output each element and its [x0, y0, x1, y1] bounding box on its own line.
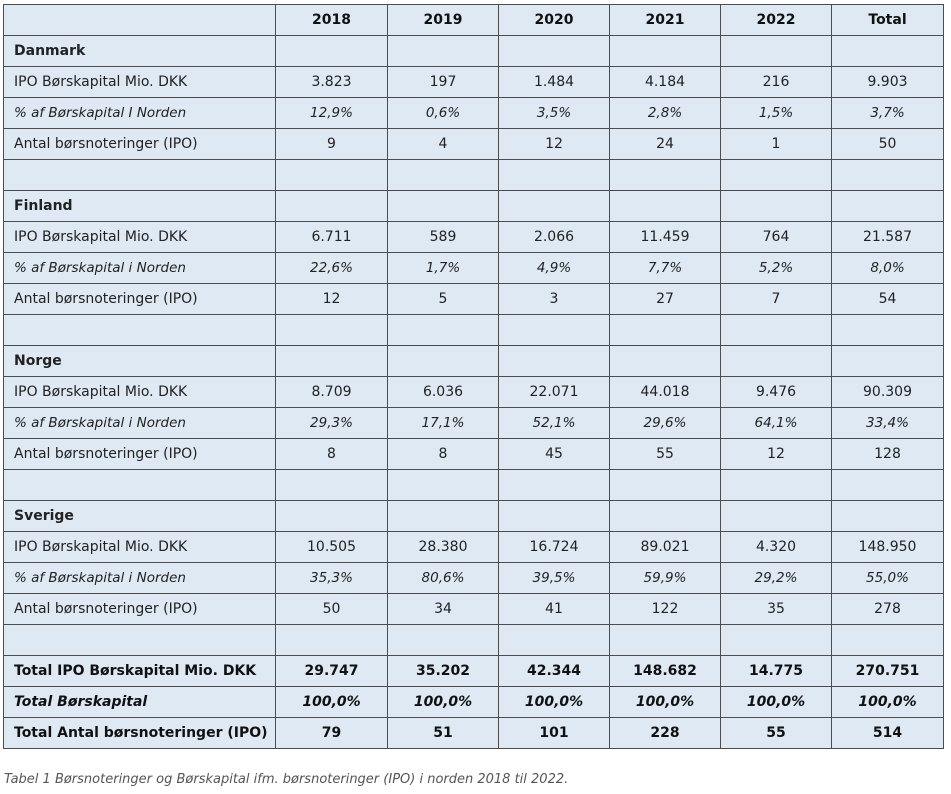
- table-cell: 55,0%: [832, 563, 944, 594]
- table-cell: [610, 470, 721, 501]
- row-label-cell: Finland: [4, 191, 276, 222]
- table-cell: [276, 36, 388, 67]
- table-cell: [721, 160, 832, 191]
- table-cell: 4: [388, 129, 499, 160]
- country-row: [4, 501, 944, 532]
- table-cell: 33,4%: [832, 408, 944, 439]
- table-cell: 8: [388, 439, 499, 470]
- table-cell: [610, 191, 721, 222]
- spacer-row: [4, 470, 944, 501]
- table-cell: 514: [832, 718, 944, 749]
- table-cell: [721, 315, 832, 346]
- table-cell: 216: [721, 67, 832, 98]
- table-row: [4, 284, 944, 315]
- table-cell: 5,2%: [721, 253, 832, 284]
- column-header: 2022: [721, 5, 832, 36]
- table-cell: 589: [388, 222, 499, 253]
- table-cell: 2,8%: [610, 98, 721, 129]
- row-label-cell: Total Antal børsnoteringer (IPO): [4, 718, 276, 749]
- table-cell: 2.066: [499, 222, 610, 253]
- table-cell: 50: [832, 129, 944, 160]
- table-cell: [388, 470, 499, 501]
- table-row: [4, 377, 944, 408]
- table-cell: 3.823: [276, 67, 388, 98]
- table-cell: [276, 315, 388, 346]
- table-cell: [832, 625, 944, 656]
- table-cell: [610, 501, 721, 532]
- table-cell: [499, 470, 610, 501]
- table-cell: [832, 36, 944, 67]
- table-cell: 128: [832, 439, 944, 470]
- table-cell: 1.484: [499, 67, 610, 98]
- table-cell: [276, 470, 388, 501]
- table-cell: 0,6%: [388, 98, 499, 129]
- country-row: [4, 346, 944, 377]
- table-cell: [388, 315, 499, 346]
- table-cell: 11.459: [610, 222, 721, 253]
- table-cell: 12: [721, 439, 832, 470]
- table-cell: 148.950: [832, 532, 944, 563]
- table-cell: 35.202: [388, 656, 499, 687]
- table-cell: 17,1%: [388, 408, 499, 439]
- table-cell: 100,0%: [721, 687, 832, 718]
- table-cell: 197: [388, 67, 499, 98]
- table-cell: 9.903: [832, 67, 944, 98]
- table-cell: 29,3%: [276, 408, 388, 439]
- row-label-cell: IPO Børskapital Mio. DKK: [4, 532, 276, 563]
- table-cell: 7,7%: [610, 253, 721, 284]
- row-label-cell: Norge: [4, 346, 276, 377]
- spacer-row: [4, 315, 944, 346]
- table-cell: 8: [276, 439, 388, 470]
- row-label-cell: % af Børskapital I Norden: [4, 98, 276, 129]
- table-cell: [276, 160, 388, 191]
- row-label-cell: Total Børskapital: [4, 687, 276, 718]
- table-header-row: [4, 5, 944, 36]
- table-cell: [276, 191, 388, 222]
- table-cell: 100,0%: [499, 687, 610, 718]
- table-row: [4, 439, 944, 470]
- table-cell: 9: [276, 129, 388, 160]
- table-body: [4, 36, 944, 749]
- table-cell: 51: [388, 718, 499, 749]
- table-cell: 100,0%: [276, 687, 388, 718]
- table-cell: 101: [499, 718, 610, 749]
- table-cell: 4.184: [610, 67, 721, 98]
- table-cell: 6.711: [276, 222, 388, 253]
- table-cell: 100,0%: [610, 687, 721, 718]
- table-row: [4, 253, 944, 284]
- table-cell: [610, 346, 721, 377]
- country-row: [4, 36, 944, 67]
- table-cell: 16.724: [499, 532, 610, 563]
- table-cell: 14.775: [721, 656, 832, 687]
- row-label-cell: IPO Børskapital Mio. DKK: [4, 377, 276, 408]
- table-cell: [610, 315, 721, 346]
- table-cell: 764: [721, 222, 832, 253]
- table-cell: [388, 501, 499, 532]
- column-header: Total: [832, 5, 944, 36]
- row-label-cell: Antal børsnoteringer (IPO): [4, 129, 276, 160]
- table-cell: 27: [610, 284, 721, 315]
- table-cell: 45: [499, 439, 610, 470]
- table-cell: [832, 315, 944, 346]
- table-cell: [721, 625, 832, 656]
- table-cell: 278: [832, 594, 944, 625]
- table-cell: [721, 501, 832, 532]
- table-cell: [276, 501, 388, 532]
- table-cell: [276, 625, 388, 656]
- table-cell: [388, 160, 499, 191]
- row-label-cell: % af Børskapital i Norden: [4, 408, 276, 439]
- table-cell: 8,0%: [832, 253, 944, 284]
- row-label-cell: [4, 315, 276, 346]
- table-cell: 29,2%: [721, 563, 832, 594]
- row-label-cell: [4, 160, 276, 191]
- table-cell: 35,3%: [276, 563, 388, 594]
- table-cell: [832, 501, 944, 532]
- row-label-cell: % af Børskapital i Norden: [4, 253, 276, 284]
- table-cell: 42.344: [499, 656, 610, 687]
- table-cell: 21.587: [832, 222, 944, 253]
- table-cell: 7: [721, 284, 832, 315]
- row-label-cell: % af Børskapital i Norden: [4, 563, 276, 594]
- table-cell: 5: [388, 284, 499, 315]
- table-cell: 79: [276, 718, 388, 749]
- table-cell: [388, 191, 499, 222]
- table-cell: 24: [610, 129, 721, 160]
- table-cell: 9.476: [721, 377, 832, 408]
- column-header: 2018: [276, 5, 388, 36]
- country-row: [4, 191, 944, 222]
- table-cell: 89.021: [610, 532, 721, 563]
- row-label-cell: [4, 625, 276, 656]
- table-cell: 10.505: [276, 532, 388, 563]
- table-cell: [610, 625, 721, 656]
- table-cell: [721, 191, 832, 222]
- table-cell: 3: [499, 284, 610, 315]
- table-cell: 12: [276, 284, 388, 315]
- table-cell: [499, 501, 610, 532]
- table-cell: 55: [610, 439, 721, 470]
- table-cell: 29,6%: [610, 408, 721, 439]
- table-row: [4, 67, 944, 98]
- column-header: 2019: [388, 5, 499, 36]
- table-cell: [499, 160, 610, 191]
- table-cell: 3,5%: [499, 98, 610, 129]
- table-cell: 39,5%: [499, 563, 610, 594]
- row-label-cell: IPO Børskapital Mio. DKK: [4, 67, 276, 98]
- table-row: [4, 222, 944, 253]
- table-row: [4, 532, 944, 563]
- row-label-cell: [4, 470, 276, 501]
- table-caption: Tabel 1 Børsnoteringer og Børskapital ifm. børsnoteringer (IPO) i norden 2018 til 2022.: [4, 772, 569, 787]
- table-cell: [499, 315, 610, 346]
- table-cell: 3,7%: [832, 98, 944, 129]
- table-cell: [832, 191, 944, 222]
- table-cell: 29.747: [276, 656, 388, 687]
- table-cell: 1,7%: [388, 253, 499, 284]
- table-cell: [499, 346, 610, 377]
- column-header: 2020: [499, 5, 610, 36]
- table-row: [4, 594, 944, 625]
- table-row: [4, 408, 944, 439]
- table-cell: [832, 470, 944, 501]
- table-cell: [499, 625, 610, 656]
- row-label-cell: IPO Børskapital Mio. DKK: [4, 222, 276, 253]
- table-cell: 28.380: [388, 532, 499, 563]
- ipo-table: [3, 4, 944, 749]
- table-cell: 8.709: [276, 377, 388, 408]
- column-header: 2021: [610, 5, 721, 36]
- table-cell: [276, 346, 388, 377]
- table-cell: 4.320: [721, 532, 832, 563]
- row-label-cell: Danmark: [4, 36, 276, 67]
- table-cell: 22.071: [499, 377, 610, 408]
- total-row: [4, 687, 944, 718]
- table-cell: [721, 470, 832, 501]
- table-cell: 44.018: [610, 377, 721, 408]
- table-cell: 22,6%: [276, 253, 388, 284]
- table-cell: 55: [721, 718, 832, 749]
- table-cell: 41: [499, 594, 610, 625]
- row-label-cell: Sverige: [4, 501, 276, 532]
- table-cell: 228: [610, 718, 721, 749]
- table-cell: [388, 625, 499, 656]
- table-cell: 35: [721, 594, 832, 625]
- table-cell: 100,0%: [388, 687, 499, 718]
- table-cell: 122: [610, 594, 721, 625]
- table-cell: 12: [499, 129, 610, 160]
- total-row: [4, 656, 944, 687]
- table-cell: [499, 36, 610, 67]
- row-label-cell: Antal børsnoteringer (IPO): [4, 284, 276, 315]
- table-cell: 90.309: [832, 377, 944, 408]
- table-cell: 12,9%: [276, 98, 388, 129]
- table-cell: 34: [388, 594, 499, 625]
- table-cell: 50: [276, 594, 388, 625]
- table-cell: [832, 160, 944, 191]
- table-cell: [610, 36, 721, 67]
- table-cell: 100,0%: [832, 687, 944, 718]
- total-row: [4, 718, 944, 749]
- table-row: [4, 98, 944, 129]
- table-row: [4, 129, 944, 160]
- row-label-cell: Antal børsnoteringer (IPO): [4, 439, 276, 470]
- table-cell: [832, 346, 944, 377]
- table-cell: 148.682: [610, 656, 721, 687]
- table-cell: 1: [721, 129, 832, 160]
- table-cell: 6.036: [388, 377, 499, 408]
- table-cell: 54: [832, 284, 944, 315]
- spacer-row: [4, 160, 944, 191]
- table-cell: [721, 36, 832, 67]
- table-cell: [721, 346, 832, 377]
- table-cell: 270.751: [832, 656, 944, 687]
- row-label-cell: Total IPO Børskapital Mio. DKK: [4, 656, 276, 687]
- table-row: [4, 563, 944, 594]
- spacer-row: [4, 625, 944, 656]
- row-label-cell: Antal børsnoteringer (IPO): [4, 594, 276, 625]
- table-cell: [610, 160, 721, 191]
- table-cell: [388, 36, 499, 67]
- table-cell: 4,9%: [499, 253, 610, 284]
- table-cell: 52,1%: [499, 408, 610, 439]
- table-cell: 80,6%: [388, 563, 499, 594]
- table-cell: 64,1%: [721, 408, 832, 439]
- header-corner-cell: [4, 5, 276, 36]
- table-cell: 1,5%: [721, 98, 832, 129]
- table-cell: [388, 346, 499, 377]
- table-cell: 59,9%: [610, 563, 721, 594]
- table-cell: [499, 191, 610, 222]
